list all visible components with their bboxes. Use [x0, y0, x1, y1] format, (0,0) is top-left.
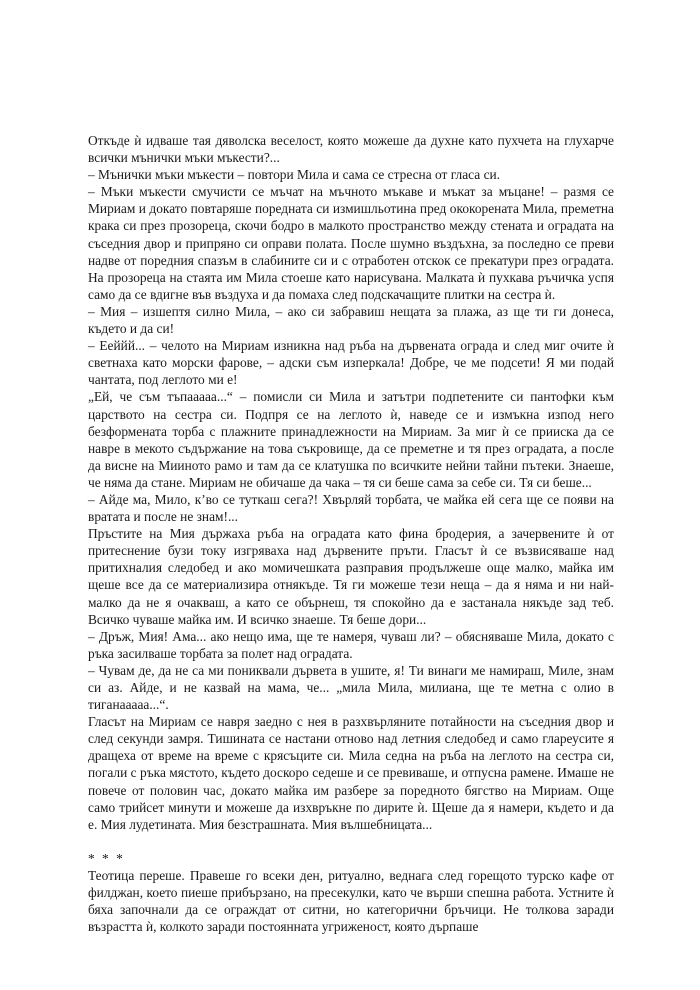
- paragraph-11: Гласът на Мириам се навря заедно с нея в разхвърляните потайности на съседния двор и след секунди замря. Тишината се настани отново над летния следобед и само глареусите я дращеха от време на време с крясъците си. Мила седна на ръба на леглото на сестра си, погали с ръка мястото, където доскоро седеше и се превиваше, и отпусна рамене. Имаше не повече от половин час, докато майка им разбере за поредното бягство на Мириам. Още само трийсет минути и можеше да изхвръкне по дирите ѝ. Щеше да я намери, където и да е. Мия лудетината. Мия безстрашната. Мия вълшебницата...: [88, 714, 614, 832]
- paragraph-1: Откъде ѝ идваше тая дяволска веселост, която можеше да духне като пухчета на глухарче всички мънички мъки мъкести?...: [88, 133, 614, 166]
- document-page: [88, 132, 614, 935]
- paragraph-9: – Дръж, Мия! Ама... ако нещо има, ще те намеря, чуваш ли? – обясняваше Мила, докато с ръка засилваше торбата за полет над оградата.: [88, 628, 614, 661]
- paragraph-10: – Чувам де, да не са ми пониквали дървета в ушите, я! Ти винаги ме намираш, Миле, знам си аз. Айде, и не казвай на мама, че... „мила Мила, милиана, ще те метна с олио в тиганааааа...“.: [88, 662, 614, 713]
- blank-line: [88, 833, 614, 850]
- paragraph-3: – Мъки мъкести смучисти се мъчат на мъчното мъкаве и мъкат за мъцане! – размя се Мириам и докато повтаряше поредната си измишльотина пред ококорената Мила, преметна крака си през прозореца, скочи бодро в малкото пространство между стената и оградата на съседния двор и припряно си оправи полата. После шумно въздъхна, за последно се преви надве от поредния спазъм в слабините си и с отработен отскок се прекатури през оградата. На прозореца на стаята им Мила стоеше като нарисувана. Малката ѝ пухкава ръчичка успя само да се вдигне във въздуха и да помаха след подскачащите плитки на сестра ѝ.: [88, 184, 614, 302]
- paragraph-7: – Айде ма, Мило, к’во се туткаш сега?! Хвърляй торбата, че майка ей сега ще се появи на вратата и после не знам!...: [88, 491, 614, 525]
- section-separator: * * *: [88, 850, 125, 866]
- paragraph-2: – Мънички мъки мъкести – повтори Мила и сама се стресна от гласа си.: [88, 167, 501, 183]
- paragraph-4: – Мия – изшептя силно Мила, – ако си забравиш нещата за плажа, аз ще ти ги донеса, където и да си!: [88, 303, 614, 337]
- closing-paragraph: Теотица переше. Правеше го всеки ден, ритуално, веднага след горещото турско кафе от филджан, което пиеше прибързано, на пресекулки, като че върши спешна работа. Устните ѝ бяха започнали да се ограждат от ситни, но категорични бръчици. Не толкова заради възрастта ѝ, колкото заради постоянната угриженост, която дърпаше: [88, 868, 614, 935]
- paragraph-6: „Ей, че съм тъпааааа...“ – помисли си Мила и затътри подпетените си пантофки към царството на сестра си. Подпря се на леглото ѝ, наведе се и измъкна изпод него безформената торба с плажните принадлежности на Мириам. За миг ѝ се прииска да се навре в мекото съдържание на това съкровище, да се преметне и тя през оградата, а после да висне на Мииното рамо и там да се клатушка по всичките нейни тайни пътеки. Знаеше, че няма да стане. Мириам не обичаше да чака – тя си беше сама за себе си. Тя си беше...: [88, 389, 614, 490]
- paragraph-8: Пръстите на Мия държаха ръба на оградата като фина бродерия, а зачервените ѝ от притеснение бузи току изгряваха над дървените пръти. Гласът ѝ се възвисяваше над притихналия следобед и ако момичешката разправия продължеше още малко, майка им щеше все да се материализира отнякъде. Тя ги можеше тези неща – да я няма и ни най-малко да не я очакваш, а като се обърнеш, тя спокойно да е застанала някъде зад теб. Всичко чуваше майка им. И всичко знаеше. Тя беше дори...: [88, 526, 614, 627]
- paragraph-5: – Ееййй... – челото на Мириам изникна над ръба на дървената ограда и след миг очите ѝ светнаха като морски фарове, – адски съм изперкала! Добре, че ме подсети! Я ми подай чантата, под леглото ми е!: [88, 338, 614, 388]
